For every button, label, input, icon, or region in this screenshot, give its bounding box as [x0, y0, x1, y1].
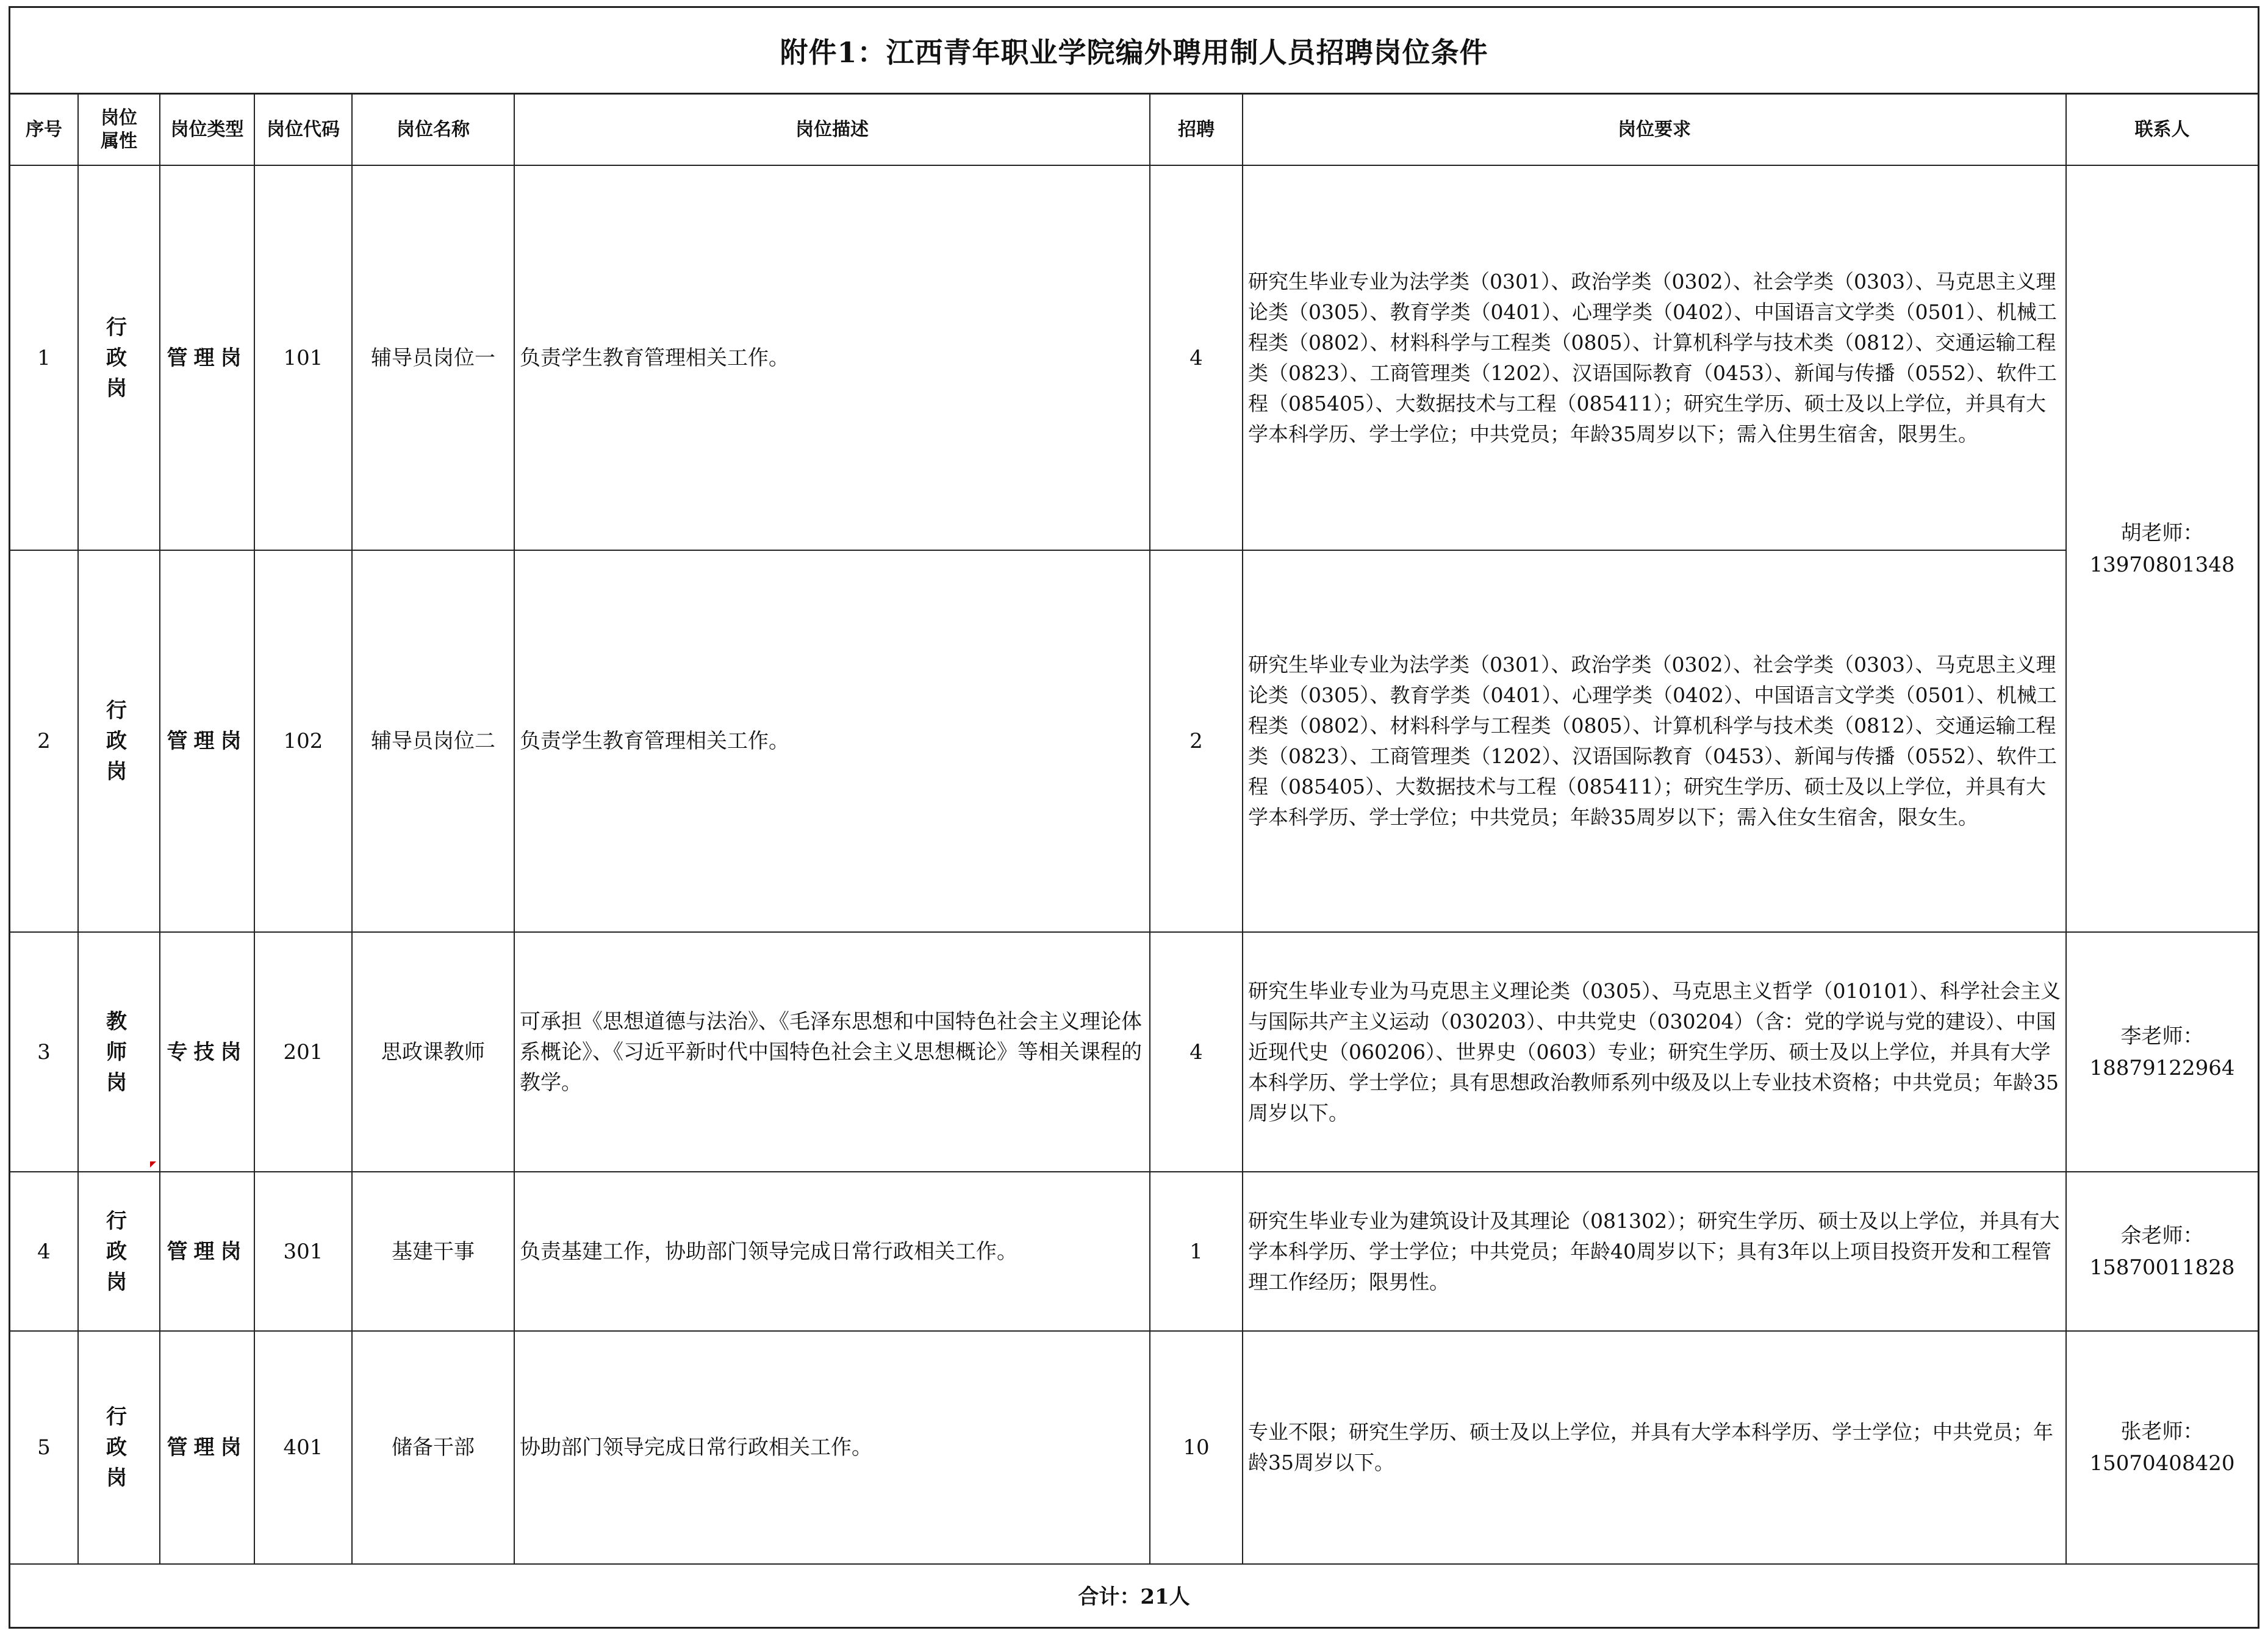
row-requirements: 专业不限；研究生学历、硕士及以上学位，并具有大学本科学历、学士学位；中共党员；年龄35周岁以下。: [1243, 1331, 2066, 1564]
header-req: 岗位要求: [1243, 95, 2066, 165]
row-requirements: 研究生毕业专业为建筑设计及其理论（081302）；研究生学历、硕士及以上学位，并具有大学本科学历、学士学位；中共党员；年龄40周岁以下；具有3年以上项目投资开发和工程管理工作经历；限男性。: [1243, 1172, 2066, 1331]
row-code: 201: [254, 932, 352, 1172]
row-no: 4: [10, 1172, 78, 1331]
total-cell: 合计：21人: [10, 1564, 2258, 1629]
contact-name: 胡老师：: [2120, 520, 2204, 545]
positions-table: [10, 95, 2258, 1629]
contact-name: 李老师：: [2120, 1024, 2204, 1049]
row-desc: 负责学生教育管理相关工作。: [514, 165, 1150, 550]
row-name: 基建干事: [352, 1172, 514, 1331]
row-desc: 可承担《思想道德与法治》、《毛泽东思想和中国特色社会主义理论体系概论》、《习近平新时代中国特色社会主义思想概论》等相关课程的教学。: [514, 932, 1150, 1172]
row-code: 102: [254, 550, 352, 932]
row-count: 1: [1150, 1172, 1243, 1331]
row-desc: 负责学生教育管理相关工作。: [514, 550, 1150, 932]
row-no: 3: [10, 932, 78, 1172]
row-name: 储备干部: [352, 1331, 514, 1564]
row-count: 4: [1150, 932, 1243, 1172]
contact-name: 张老师：: [2120, 1419, 2204, 1444]
contact-cell: [2066, 1331, 2258, 1564]
header-attr: 岗位属性: [78, 95, 160, 165]
contact-cell: [2066, 932, 2258, 1172]
row-attr: 行政岗: [78, 165, 160, 550]
row-no: 1: [10, 165, 78, 550]
row-type: 管理岗: [160, 1331, 254, 1564]
row-requirements: 研究生毕业专业为法学类（0301）、政治学类（0302）、社会学类（0303）、马克思主义理论类（0305）、教育学类（0401）、心理学类（0402）、中国语言文学类（0501）、机械工程类（0802）、材料科学与工程类（0805）、计算机科学与技术类（0812）、交通运输工程类（0823）、工商管理类（1202）、汉语国际教育（0453）、新闻与传播（0552）、软件工程（085405）、大数据技术与工程（085411）；研究生学历、硕士及以上学位，并具有大学本科学历、学士学位；中共党员；年龄35周岁以下；需入住男生宿舍，限男生。: [1243, 165, 2066, 550]
spreadsheet-sheet: [9, 6, 2259, 1629]
contact-name: 余老师：: [2120, 1223, 2204, 1248]
total-row: [10, 1564, 2258, 1629]
header-code: 岗位代码: [254, 95, 352, 165]
table-row: [10, 550, 2258, 932]
header-type: 岗位类型: [160, 95, 254, 165]
row-desc: 负责基建工作，协助部门领导完成日常行政相关工作。: [514, 1172, 1150, 1331]
row-count: 4: [1150, 165, 1243, 550]
contact-cell: [2066, 1172, 2258, 1331]
contact-phone: 13970801348: [2089, 552, 2235, 577]
row-type: 管理岗: [160, 165, 254, 550]
row-type: 管理岗: [160, 550, 254, 932]
row-attr: 行政岗: [78, 1172, 160, 1331]
row-attr: 行政岗: [78, 1331, 160, 1564]
row-attr: 行政岗: [78, 550, 160, 932]
row-count: 2: [1150, 550, 1243, 932]
row-no: 5: [10, 1331, 78, 1564]
header-desc: 岗位描述: [514, 95, 1150, 165]
row-name: 思政课教师: [352, 932, 514, 1172]
row-code: 101: [254, 165, 352, 550]
row-requirements: 研究生毕业专业为法学类（0301）、政治学类（0302）、社会学类（0303）、马克思主义理论类（0305）、教育学类（0401）、心理学类（0402）、中国语言文学类（0501）、机械工程类（0802）、材料科学与工程类（0805）、计算机科学与技术类（0812）、交通运输工程类（0823）、工商管理类（1202）、汉语国际教育（0453）、新闻与传播（0552）、软件工程（085405）、大数据技术与工程（085411）；研究生学历、硕士及以上学位，并具有大学本科学历、学士学位；中共党员；年龄35周岁以下；需入住女生宿舍，限女生。: [1243, 550, 2066, 932]
header-contact: 联系人: [2066, 95, 2258, 165]
header-no: 序号: [10, 95, 78, 165]
header-row: [10, 95, 2258, 165]
table-row: [10, 165, 2258, 550]
comment-marker-icon: [150, 1161, 156, 1168]
row-code: 301: [254, 1172, 352, 1331]
contact-phone: 15870011828: [2089, 1255, 2235, 1280]
table-row: [10, 932, 2258, 1172]
table-row: [10, 1331, 2258, 1564]
contact-phone: 15070408420: [2089, 1451, 2235, 1476]
header-count: 招聘: [1150, 95, 1243, 165]
table-row: [10, 1172, 2258, 1331]
row-type: 管理岗: [160, 1172, 254, 1331]
row-code: 401: [254, 1331, 352, 1564]
header-name: 岗位名称: [352, 95, 514, 165]
row-count: 10: [1150, 1331, 1243, 1564]
row-name: 辅导员岗位二: [352, 550, 514, 932]
row-requirements: 研究生毕业专业为马克思主义理论类（0305）、马克思主义哲学（010101）、科学社会主义与国际共产主义运动（030203）、中共党史（030204）（含：党的学说与党的建设）、中国近现代史（060206）、世界史（0603）专业；研究生学历、硕士及以上学位，并具有大学本科学历、学士学位；具有思想政治教师系列中级及以上专业技术资格；中共党员；年龄35周岁以下。: [1243, 932, 2066, 1172]
row-name: 辅导员岗位一: [352, 165, 514, 550]
row-attr: 教师岗: [78, 932, 160, 1172]
row-type: 专技岗: [160, 932, 254, 1172]
document-title: 附件1：江西青年职业学院编外聘用制人员招聘岗位条件: [10, 8, 2258, 95]
contact-phone: 18879122964: [2089, 1055, 2235, 1080]
row-no: 2: [10, 550, 78, 932]
row-desc: 协助部门领导完成日常行政相关工作。: [514, 1331, 1150, 1564]
contact-cell: [2066, 165, 2258, 932]
